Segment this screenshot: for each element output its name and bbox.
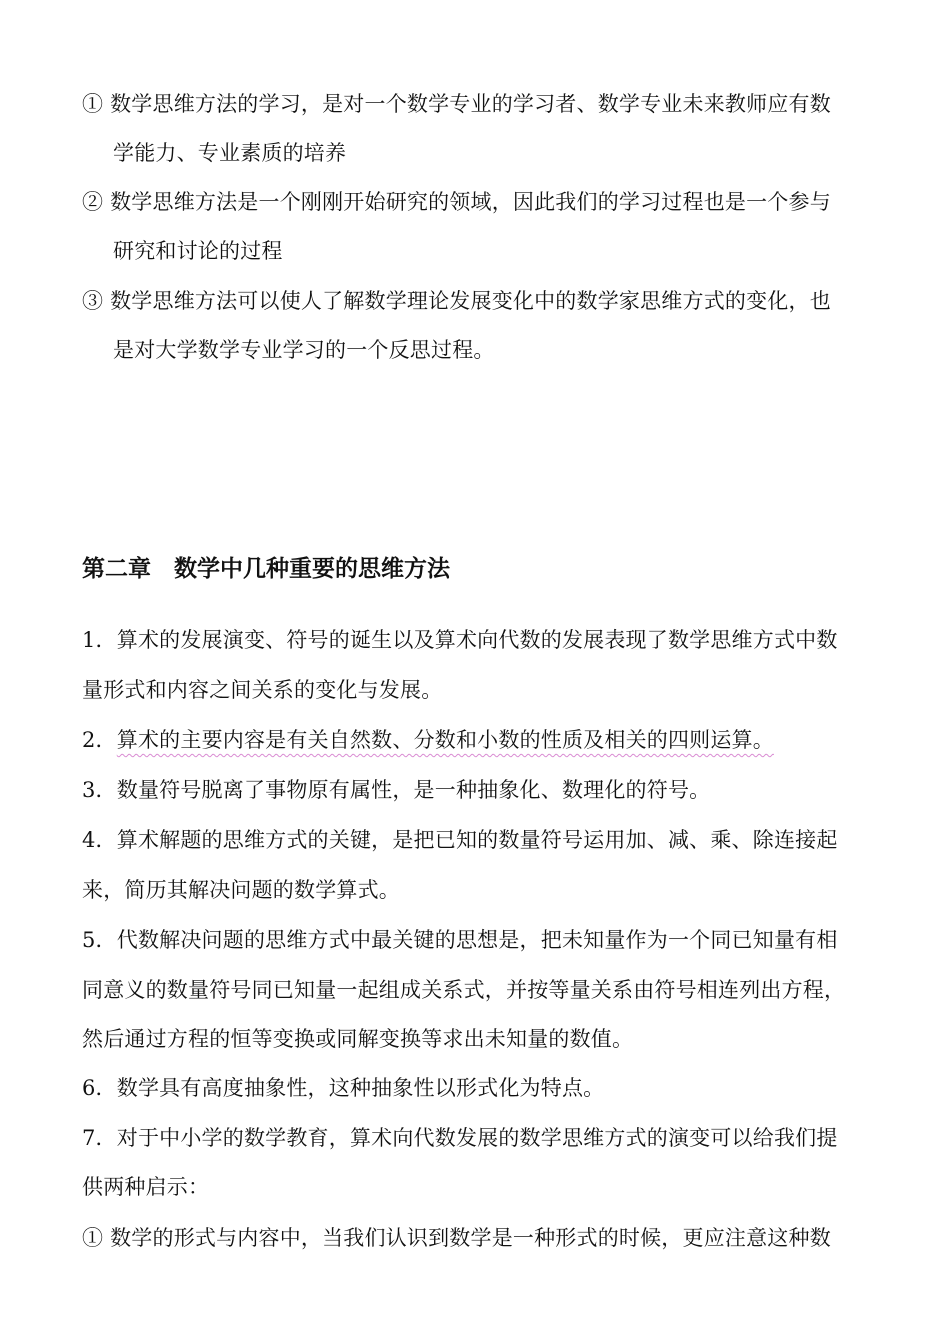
circled-number-1: ① — [82, 1226, 104, 1250]
point-5-line-2: 同意义的数量符号同已知量一起组成关系式，并按等量关系由符号相连列出方程， — [82, 978, 846, 1002]
sub-item-1-text: 数学的形式与内容中，当我们认识到数学是一种形式的时候，更应注意这种数 — [110, 1226, 831, 1250]
intro-item-3-line-2: 是对大学数学专业学习的一个反思过程。 — [113, 338, 495, 362]
point-2-underlined-text: 算术的主要内容是有关自然数、分数和小数的性质及相关的四则运算。 — [116, 728, 774, 752]
intro-item-2-line-1 — [82, 187, 882, 217]
intro-item-1-line-1 — [82, 89, 882, 119]
intro-item-3-line-1 — [82, 286, 882, 316]
point-5-line-1: 5．代数解决问题的思维方式中最关键的思想是，把未知量作为一个同已知量有相 — [82, 928, 838, 952]
point-4-line-2: 来，简历其解决问题的数学算式。 — [82, 878, 400, 902]
point-1-line-1: 1．算术的发展演变、符号的诞生以及算术向代数的发展表现了数学思维方式中数 — [82, 628, 838, 652]
point-2-number: 2． — [82, 728, 117, 752]
chapter-title: 第二章 数学中几种重要的思维方法 — [82, 556, 450, 582]
point-7-line-1: 7．对于中小学的数学教育，算术向代数发展的数学思维方式的演变可以给我们提 — [82, 1126, 838, 1150]
intro-item-1-text: 数学思维方法的学习，是对一个数学专业的学习者、数学专业未来教师应有数 — [110, 92, 831, 116]
intro-item-2-line-2: 研究和讨论的过程 — [113, 239, 283, 263]
point-1-line-2: 量形式和内容之间关系的变化与发展。 — [82, 678, 443, 702]
intro-item-3-text: 数学思维方法可以使人了解数学理论发展变化中的数学家思维方式的变化，也 — [110, 289, 831, 313]
point-6-line-1: 6．数学具有高度抽象性，这种抽象性以形式化为特点。 — [82, 1076, 605, 1100]
point-4-line-1: 4．算术解题的思维方式的关键，是把已知的数量符号运用加、减、乘、除连接起 — [82, 828, 838, 852]
intro-item-1-line-2: 学能力、专业素质的培养 — [113, 141, 347, 165]
circled-number-2: ② — [82, 190, 104, 214]
circled-number-1: ① — [82, 92, 104, 116]
point-2-line-1 — [82, 725, 882, 755]
point-3-line-1: 3．数量符号脱离了事物原有属性，是一种抽象化、数理化的符号。 — [82, 778, 711, 802]
intro-item-2-text: 数学思维方法是一个刚刚开始研究的领域，因此我们的学习过程也是一个参与 — [110, 190, 831, 214]
point-7-line-2: 供两种启示： — [82, 1175, 210, 1199]
point-5-line-3: 然后通过方程的恒等变换或同解变换等求出未知量的数值。 — [82, 1027, 634, 1051]
circled-number-3: ③ — [82, 289, 104, 313]
sub-item-1-line-1 — [82, 1223, 882, 1253]
